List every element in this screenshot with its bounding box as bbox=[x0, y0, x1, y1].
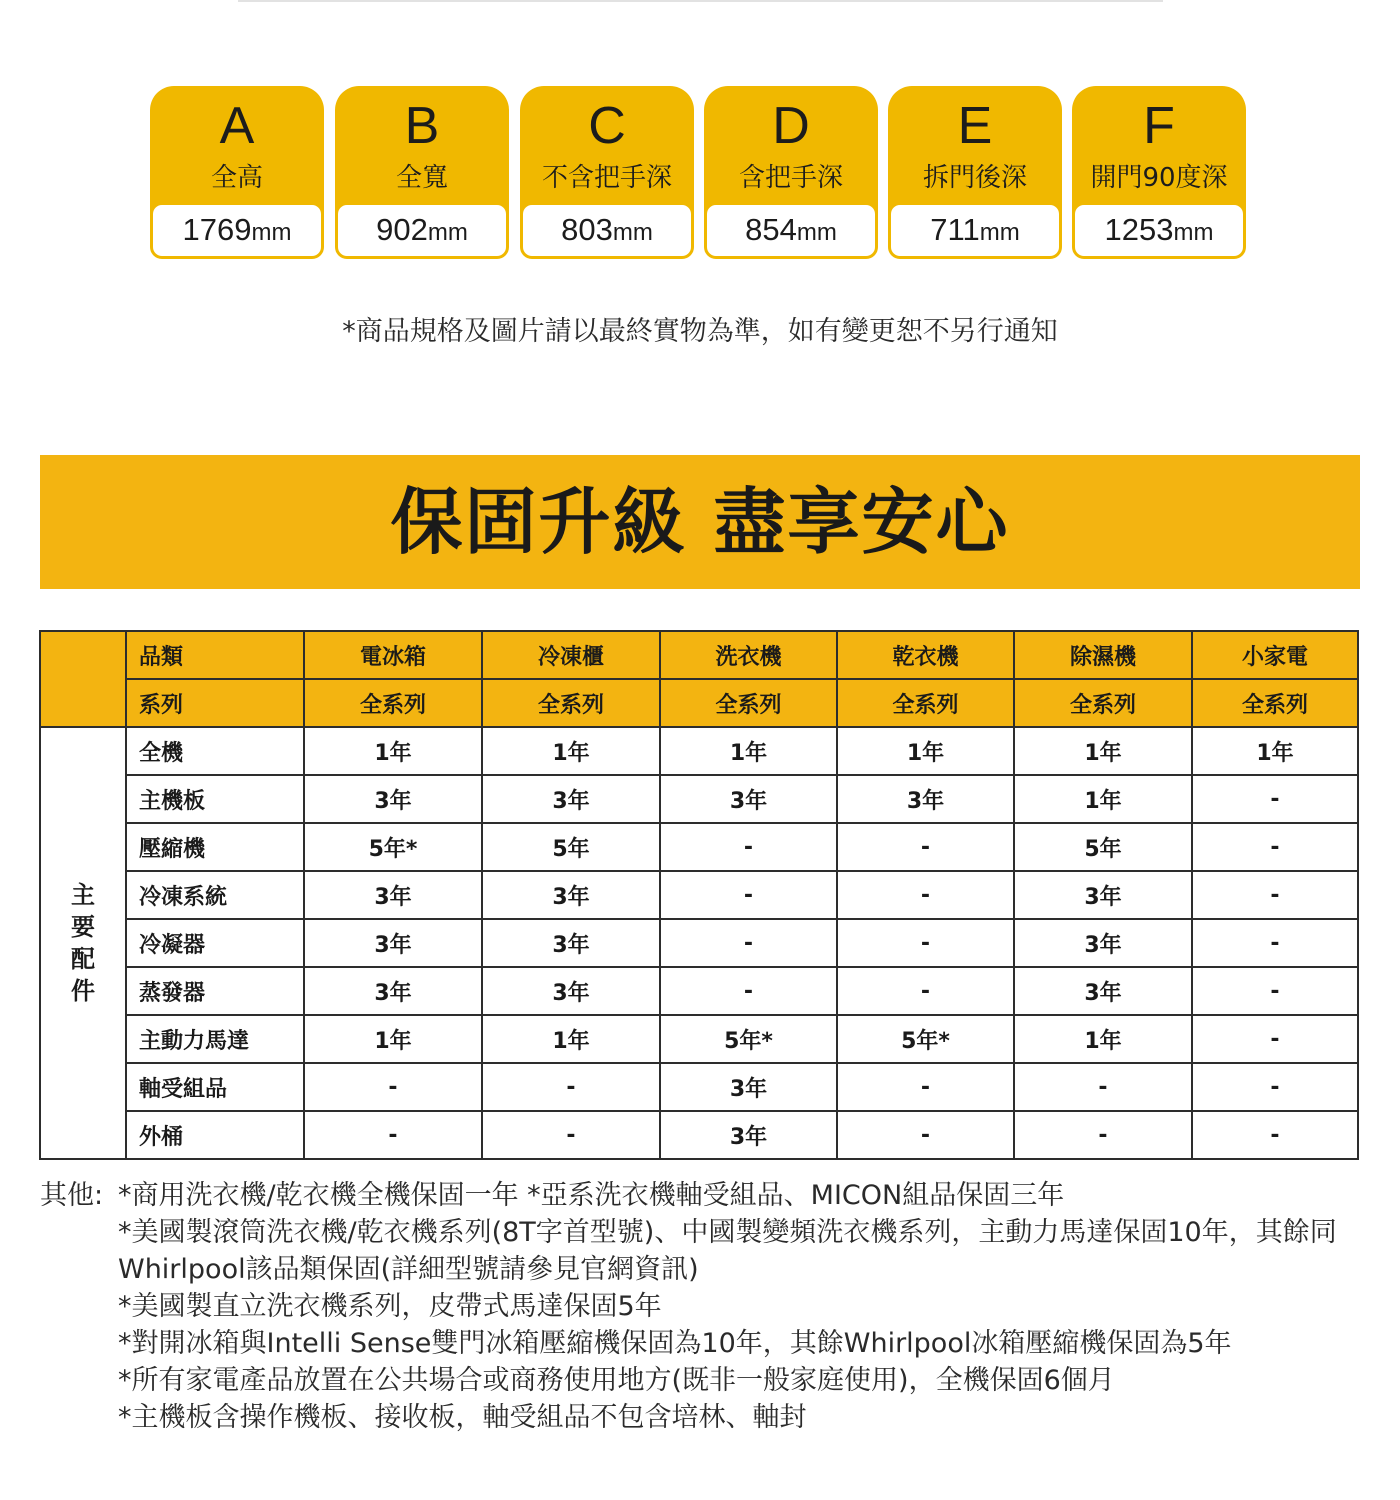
header-label: 系列 bbox=[126, 679, 304, 727]
part-name: 冷凝器 bbox=[126, 919, 304, 967]
table-row bbox=[40, 1015, 1358, 1063]
table-cell: 3年 bbox=[304, 871, 482, 919]
part-name: 外桶 bbox=[126, 1111, 304, 1159]
part-name: 全機 bbox=[126, 727, 304, 775]
dimension-label: 拆門後深 bbox=[922, 163, 1027, 193]
dimension-label: 含把手深 bbox=[738, 163, 843, 193]
other-notes-label: 其他: bbox=[40, 1180, 104, 1211]
table-cell: 3年 bbox=[482, 919, 660, 967]
dimension-card-d bbox=[704, 86, 878, 259]
header-corner bbox=[40, 631, 126, 727]
header-cell: 全系列 bbox=[1014, 679, 1192, 727]
table-cell: 3年 bbox=[1014, 919, 1192, 967]
table-cell: 3年 bbox=[304, 775, 482, 823]
table-cell: 3年 bbox=[1014, 871, 1192, 919]
dimension-unit: mm bbox=[251, 219, 292, 246]
table-cell: - bbox=[837, 871, 1014, 919]
part-name: 壓縮機 bbox=[126, 823, 304, 871]
warranty-banner bbox=[40, 455, 1360, 589]
table-row bbox=[40, 727, 1358, 775]
table-cell: 3年 bbox=[482, 871, 660, 919]
table-cell: 3年 bbox=[304, 919, 482, 967]
dimension-value: 854mm bbox=[704, 202, 878, 259]
part-name: 軸受組品 bbox=[126, 1063, 304, 1111]
dimension-card-b bbox=[335, 86, 509, 259]
table-cell: 5年 bbox=[482, 823, 660, 871]
table-cell: 3年 bbox=[1014, 967, 1192, 1015]
table-cell: 3年 bbox=[837, 775, 1014, 823]
dimension-letter: A bbox=[219, 97, 255, 155]
table-cell: - bbox=[1192, 919, 1358, 967]
table-cell: 1年 bbox=[837, 727, 1014, 775]
table-cell: 5年* bbox=[660, 1015, 837, 1063]
table-cell: 1年 bbox=[1014, 775, 1192, 823]
table-row bbox=[40, 919, 1358, 967]
header-cell: 全系列 bbox=[304, 679, 482, 727]
table-cell: - bbox=[482, 1063, 660, 1111]
side-label-cell bbox=[40, 727, 126, 1159]
table-cell: - bbox=[660, 967, 837, 1015]
table-cell: - bbox=[837, 823, 1014, 871]
part-name: 主動力馬達 bbox=[126, 1015, 304, 1063]
list-item: *美國製直立洗衣機系列，皮帶式馬達保固5年 bbox=[118, 1291, 662, 1322]
table-cell: - bbox=[1192, 1111, 1358, 1159]
header-cell: 乾衣機 bbox=[837, 631, 1014, 679]
dimension-unit: mm bbox=[979, 219, 1020, 246]
table-cell: - bbox=[1014, 1063, 1192, 1111]
table-cell: 1年 bbox=[482, 1015, 660, 1063]
table-cell: - bbox=[1192, 1015, 1358, 1063]
table-cell: - bbox=[837, 967, 1014, 1015]
warranty-table bbox=[39, 630, 1359, 1160]
table-cell: 1年 bbox=[1192, 727, 1358, 775]
header-cell: 全系列 bbox=[1192, 679, 1358, 727]
dimension-value: 1769mm bbox=[150, 202, 324, 259]
list-item: *所有家電產品放置在公共場合或商務使用地方(既非一般家庭使用)，全機保固6個月 bbox=[118, 1365, 1115, 1396]
table-cell: - bbox=[304, 1063, 482, 1111]
dimension-cards bbox=[150, 86, 1248, 259]
part-name: 蒸發器 bbox=[126, 967, 304, 1015]
dimension-label: 全寬 bbox=[395, 163, 448, 193]
header-cell: 全系列 bbox=[837, 679, 1014, 727]
table-cell: 3年 bbox=[660, 1063, 837, 1111]
table-cell: 1年 bbox=[304, 727, 482, 775]
dimension-card-f bbox=[1072, 86, 1246, 259]
table-cell: 1年 bbox=[482, 727, 660, 775]
header-cell: 電冰箱 bbox=[304, 631, 482, 679]
table-cell: 1年 bbox=[1014, 727, 1192, 775]
dimension-letter: F bbox=[1143, 97, 1175, 155]
dimension-letter: E bbox=[957, 97, 993, 155]
table-cell: - bbox=[837, 1111, 1014, 1159]
table-cell: 3年 bbox=[304, 967, 482, 1015]
list-item: *主機板含操作機板、接收板，軸受組品不包含培林、軸封 bbox=[118, 1402, 807, 1433]
dimension-letter: C bbox=[588, 97, 626, 155]
table-cell: 5年 bbox=[1014, 823, 1192, 871]
table-row bbox=[40, 775, 1358, 823]
header-cell: 全系列 bbox=[660, 679, 837, 727]
header-cell: 除濕機 bbox=[1014, 631, 1192, 679]
dimension-unit: mm bbox=[796, 219, 837, 246]
table-cell: 1年 bbox=[304, 1015, 482, 1063]
table-cell: - bbox=[1014, 1111, 1192, 1159]
table-row bbox=[40, 1063, 1358, 1111]
table-cell: - bbox=[837, 1063, 1014, 1111]
list-item: *商用洗衣機/乾衣機全機保固一年 *亞系洗衣機軸受組品、MICON組品保固三年 bbox=[118, 1180, 1065, 1211]
header-cell: 小家電 bbox=[1192, 631, 1358, 679]
spec-disclaimer: *商品規格及圖片請以最終實物為準，如有變更恕不另行通知 bbox=[342, 316, 1058, 347]
table-cell: - bbox=[1192, 871, 1358, 919]
list-item: *美國製滾筒洗衣機/乾衣機系列(8T字首型號)、中國製變頻洗衣機系列，主動力馬達保固10年，其餘同Whirlpool該品類保固(詳細型號請參見官網資訊) bbox=[118, 1217, 1337, 1285]
dimension-letter: D bbox=[772, 97, 810, 155]
header-cell: 冷凍櫃 bbox=[482, 631, 660, 679]
table-cell: 3年 bbox=[660, 1111, 837, 1159]
header-row-series bbox=[40, 679, 1358, 727]
table-cell: - bbox=[660, 823, 837, 871]
table-cell: 3年 bbox=[482, 967, 660, 1015]
table-cell: - bbox=[660, 919, 837, 967]
banner-title: 保固升級 盡享安心 bbox=[390, 480, 1010, 564]
table-cell: - bbox=[660, 871, 837, 919]
dimension-card-e bbox=[888, 86, 1062, 259]
table-cell: - bbox=[1192, 1063, 1358, 1111]
header-row-category bbox=[40, 631, 1358, 679]
part-name: 冷凍系統 bbox=[126, 871, 304, 919]
table-cell: 5年* bbox=[837, 1015, 1014, 1063]
table-row bbox=[40, 967, 1358, 1015]
header-label: 品類 bbox=[126, 631, 304, 679]
table-cell: 5年* bbox=[304, 823, 482, 871]
dimension-value: 902mm bbox=[335, 202, 509, 259]
table-cell: - bbox=[1192, 967, 1358, 1015]
dimension-unit: mm bbox=[612, 219, 653, 246]
other-notes-list bbox=[118, 1177, 1370, 1436]
dimension-value: 711mm bbox=[888, 202, 1062, 259]
table-cell: 1年 bbox=[1014, 1015, 1192, 1063]
dimension-label: 不含把手深 bbox=[541, 163, 672, 193]
table-row bbox=[40, 871, 1358, 919]
dimension-card-c bbox=[520, 86, 694, 259]
list-item: *對開冰箱與Intelli Sense雙門冰箱壓縮機保固為10年，其餘Whirlpool冰箱壓縮機保固為5年 bbox=[118, 1328, 1232, 1359]
table-cell: 1年 bbox=[660, 727, 837, 775]
table-row bbox=[40, 823, 1358, 871]
dimension-value: 803mm bbox=[520, 202, 694, 259]
header-cell: 全系列 bbox=[482, 679, 660, 727]
dimension-unit: mm bbox=[427, 219, 468, 246]
table-row bbox=[40, 1111, 1358, 1159]
dimension-label: 全高 bbox=[210, 163, 263, 193]
dimension-letter: B bbox=[404, 97, 440, 155]
header-cell: 洗衣機 bbox=[660, 631, 837, 679]
dimension-value: 1253mm bbox=[1072, 202, 1246, 259]
table-cell: - bbox=[304, 1111, 482, 1159]
table-cell: - bbox=[482, 1111, 660, 1159]
dimension-label: 開門90度深 bbox=[1090, 163, 1228, 193]
part-name: 主機板 bbox=[126, 775, 304, 823]
table-cell: 3年 bbox=[482, 775, 660, 823]
top-divider bbox=[238, 0, 1163, 2]
table-cell: - bbox=[1192, 775, 1358, 823]
table-cell: 3年 bbox=[660, 775, 837, 823]
table-cell: - bbox=[837, 919, 1014, 967]
side-label: 主要配件 bbox=[71, 881, 95, 1005]
table-cell: - bbox=[1192, 823, 1358, 871]
dimension-unit: mm bbox=[1173, 219, 1214, 246]
dimension-card-a bbox=[150, 86, 324, 259]
